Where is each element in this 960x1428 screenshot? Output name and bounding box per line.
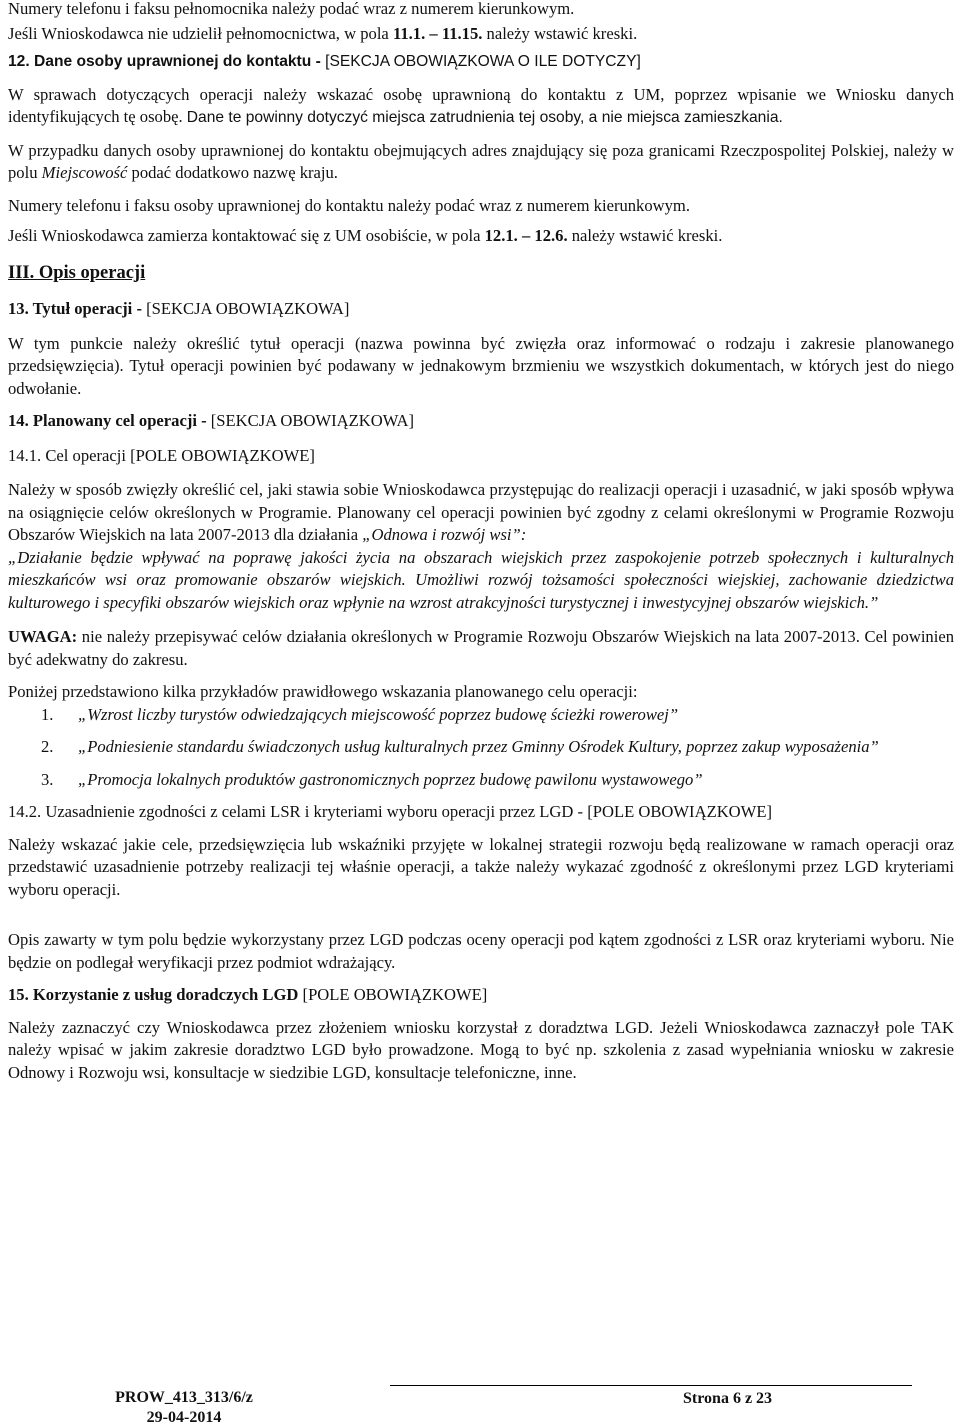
- section-12-paragraph-2: [8, 140, 954, 185]
- heading-bold: 15. Korzystanie z usług doradczych LGD: [8, 985, 299, 1004]
- text-span: Jeśli Wnioskodawca zamierza kontaktować się z UM osobiście, w pola: [8, 226, 485, 245]
- examples-list: [8, 704, 954, 792]
- text-span: należy wstawić kreski.: [482, 23, 638, 43]
- list-item-text: „Promocja lokalnych produktów gastronomicznych poprzez budowę pawilonu wystawowego”: [78, 769, 703, 789]
- field-range: 12.1. – 12.6.: [484, 226, 568, 245]
- section-13-heading: [8, 298, 954, 321]
- text-span: należy wstawić kreski.: [567, 226, 723, 245]
- list-item-text: „Podniesienie standardu świadczonych usług kulturalnych przez Gminny Ośrodek Kultury, poprzez zakup wyposażenia”: [78, 737, 879, 756]
- field-name: Miejscowość: [41, 163, 128, 182]
- section-12-paragraph-3: Numery telefonu i faksu osoby uprawnionej do kontaktu należy podać wraz z numerem kierunkowym.: [8, 195, 690, 215]
- field-range: 11.1. – 11.15.: [392, 23, 483, 43]
- section-14-paragraph-2: Należy wskazać jakie cele, przedsięwzięcia lub wskaźniki przyjęte w lokalnej strategii rozwoju będą realizowane w ramach operacji oraz przedstawić uzasadnienie potrzeby realizacji tej właśnie operacji, a także należy wykazać zgodność z określonymi przez LGD kryteriami wyboru operacji.: [8, 834, 954, 899]
- list-number: 2.: [41, 737, 54, 756]
- intro-line-1: Numery telefonu i faksu pełnomocnika należy podać wraz z numerem kierunkowym.: [8, 0, 575, 18]
- section-12-paragraph-1: [8, 84, 954, 130]
- document-page: [8, 0, 954, 1084]
- subsection-14-1-heading: 14.1. Cel operacji [POLE OBOWIĄZKOWE]: [8, 445, 315, 465]
- list-number: 3.: [41, 769, 54, 789]
- section-13-paragraph: W tym punkcie należy określić tytuł operacji (nazwa powinna być zwięzła oraz informować o rodzaju i zakresie planowanego przedsięwzięcia). Tytuł operacji powinien być podawany w jednakowym brzmieniu we wszystkich dokumentach, w których jest do niego odwołanie.: [8, 333, 954, 398]
- heading-bold: 12. Dane osoby uprawnionej do kontaktu -: [8, 53, 326, 70]
- section-14-heading: [8, 410, 954, 433]
- text-span: nie należy przepisywać celów działania określonych w Programie Rozwoju Obszarów Wiejskich na lata 2007-2013. Cel powinien być adekwatny do zakresu.: [8, 627, 954, 669]
- warning-note: [8, 626, 954, 671]
- text-span: Dane te powinny dotyczyć miejsca zatrudnienia tej osoby, a nie miejsca zamieszkania.: [186, 109, 783, 126]
- subsection-14-2-heading: 14.2. Uzasadnienie zgodności z celami LSR i kryteriami wyboru operacji przez LGD - [POLE OBOWIĄZKOWE]: [8, 802, 772, 821]
- heading-tag: [SEKCJA OBOWIĄZKOWA O ILE DOTYCZY]: [325, 53, 641, 70]
- text-span: W sprawach dotyczących operacji należy wskazać osobę uprawnioną do kontaktu z UM, poprzez wpisanie we Wniosku danych identyfikujących tę osobę.: [8, 84, 954, 126]
- heading-tag: [SEKCJA OBOWIĄZKOWA]: [210, 411, 415, 430]
- section-15-paragraph: Należy zaznaczyć czy Wnioskodawca przez złożeniem wniosku korzystał z doradztwa LGD. Jeżeli Wnioskodawca zaznaczył pole TAK należy wpisać w jakim zakresie doradztwo LGD było prowadzone. Mogą to być np. szkolenia z zasad wypełniania wniosku w zakresie Odnowy i Rozwoju wsi, konsultacje w siedzibie LGD, konsultacje telefoniczne, inne.: [8, 1017, 954, 1082]
- part-3-heading: III. Opis operacji: [8, 262, 146, 283]
- intro-line-2: [8, 23, 954, 46]
- footer-doc-code: PROW_413_313/6/z: [115, 1389, 253, 1406]
- text-span: Należy w sposób zwięzły określić cel, jaki stawia sobie Wnioskodawca przystępując do realizacji operacji i uzasadnić, w jaki sposób wpływa na osiągnięcie celów określonych w Programie. Planowany cel operacji powinien być zgodny z celami określonymi w Programie Rozwoju Obszarów Wiejskich na lata 2007-2013 dla działania: [8, 480, 954, 544]
- heading-bold: 13. Tytuł operacji -: [8, 299, 147, 318]
- section-14-paragraph-3: Opis zawarty w tym polu będzie wykorzystany przez LGD podczas oceny operacji pod kątem zgodności z LSR oraz kryteriami wyboru. Nie będzie on podlegał weryfikacji przez podmiot wdrażający.: [8, 930, 954, 972]
- list-item-text: „Wzrost liczby turystów odwiedzających miejscowość poprzez budowę ścieżki rowerowej”: [78, 704, 679, 724]
- list-item: [8, 736, 954, 759]
- text-span: podać dodatkowo nazwę kraju.: [127, 163, 338, 182]
- section-15-heading: [8, 984, 954, 1007]
- list-item: [8, 769, 954, 792]
- heading-tag: [POLE OBOWIĄZKOWE]: [298, 985, 488, 1004]
- section-12-paragraph-4: [8, 225, 954, 248]
- list-number: 1.: [41, 704, 54, 724]
- heading-tag: [SEKCJA OBOWIĄZKOWA]: [146, 299, 350, 318]
- examples-intro: Poniżej przedstawiono kilka przykładów prawidłowego wskazania planowanego celu operacji:: [8, 682, 638, 701]
- warning-label: UWAGA:: [8, 627, 78, 646]
- footer-divider: [390, 1385, 912, 1386]
- heading-bold: 14. Planowany cel operacji -: [8, 411, 211, 430]
- action-name: „Odnowa i rozwój wsi”:: [362, 525, 527, 544]
- footer-doc-info: [102, 1388, 266, 1428]
- section-12-heading: [8, 51, 954, 74]
- text-span: W przypadku danych osoby uprawnionej do kontaktu obejmujących adres znajdujący się poza granicami Rzeczpospolitej Polskiej, należy w polu: [8, 140, 954, 182]
- section-14-paragraph-1: [8, 479, 954, 547]
- program-quote: „Działanie będzie wpływać na poprawę jakości życia na obszarach wiejskich przez zaspokojenie potrzeb społecznych i kulturalnych mieszkańców wsi oraz promowanie obszarów wiejskich. Umożliwi rozwój tożsamości społeczności wiejskiej, zachowanie dziedzictwa kulturowego i specyfiki obszarów wiejskich oraz wpłynie na wzrost atrakcyjności turystycznej i inwestycyjnej obszarów wiejskich.”: [8, 547, 954, 612]
- footer-date: 29-04-2014: [146, 1409, 222, 1426]
- text-span: Jeśli Wnioskodawca nie udzielił pełnomocnictwa, w pola: [8, 23, 393, 43]
- footer-page-number: Strona 6 z 23: [683, 1390, 773, 1407]
- list-item: [8, 704, 954, 727]
